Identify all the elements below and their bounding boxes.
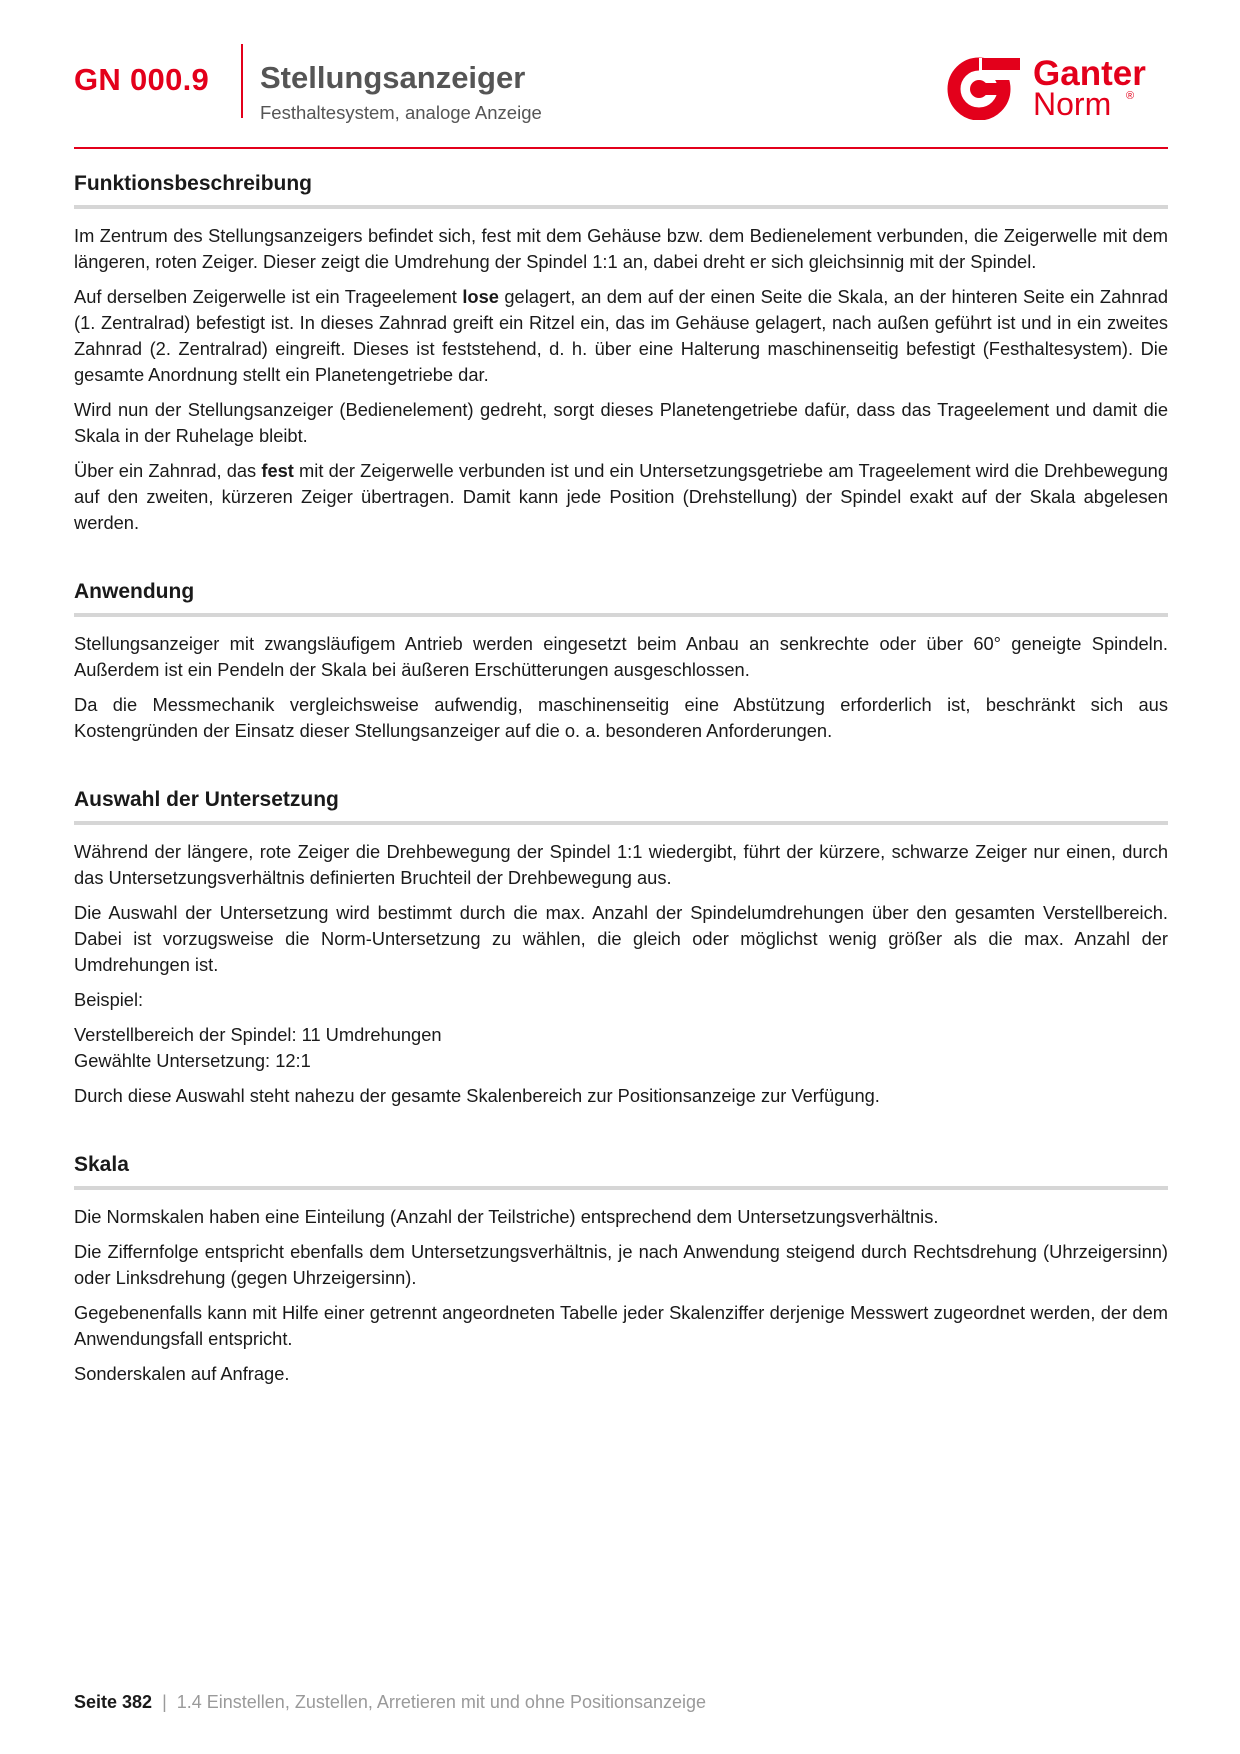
section-heading: Skala xyxy=(74,1153,1168,1190)
paragraph: Sonderskalen auf Anfrage. xyxy=(74,1363,290,1384)
ganter-norm-logo xyxy=(946,54,1168,120)
section-funktionsbeschreibung xyxy=(74,172,1168,536)
page-footer xyxy=(74,1692,706,1713)
paragraph: Die Auswahl der Untersetzung wird bestimmt durch die max. Anzahl der Spindelumdrehungen über den gesamten Verstellbereich. Dabei ist vorzugsweise die Norm-Untersetzung zu wählen, die gleich oder möglichst wenig größer als die max. Anzahl der Umdrehungen ist. xyxy=(74,902,1168,975)
text-run: Auf derselben Zeigerwelle ist ein Trageelement xyxy=(74,286,463,307)
bold-text: lose xyxy=(462,286,499,307)
logo-word-ganter: Ganter xyxy=(1033,54,1146,93)
section-auswahl-der-untersetzung xyxy=(74,788,1168,1109)
section-heading: Anwendung xyxy=(74,580,1168,617)
page-title: Stellungsanzeiger xyxy=(260,60,526,95)
paragraph xyxy=(74,284,1168,388)
section-skala xyxy=(74,1153,1168,1387)
chapter-title: 1.4 Einstellen, Zustellen, Arretieren mit und ohne Positionsanzeige xyxy=(176,1692,707,1712)
logo-word-norm: Norm xyxy=(1033,86,1112,122)
bold-text: fest xyxy=(261,460,294,481)
text-run: gelagert, an dem auf der einen Seite die Skala, an der hinteren Seite ein Zahnrad (1. Zentralrad) befestigt ist. In dieses Zahnrad greift ein Ritzel ein, das im Gehäuse gelagert, nach außen geführt ist und in ein zweites Zahnrad (2. Zentralrad) eingreift. Dieses ist feststehend, d. h. über eine Halterung maschinenseitig befestigt (Festhaltesystem). Die gesamte Anordnung stellt ein Planetengetriebe dar. xyxy=(74,286,1168,385)
paragraph: Während der längere, rote Zeiger die Drehbewegung der Spindel 1:1 wiedergibt, führt der kürzere, schwarze Zeiger nur einen, durch das Untersetzungsverhältnis definierten Bruchteil der Drehbewegung aus. xyxy=(74,841,1168,888)
paragraph: Die Normskalen haben eine Einteilung (Anzahl der Teilstriche) entsprechend dem Untersetzungsverhältnis. xyxy=(74,1206,939,1227)
header-divider xyxy=(241,44,243,118)
paragraph: Durch diese Auswahl steht nahezu der gesamte Skalenbereich zur Positionsanzeige zur Verfügung. xyxy=(74,1085,880,1106)
text-run: Über ein Zahnrad, das xyxy=(74,460,262,481)
example-line: Gewählte Untersetzung: 12:1 xyxy=(74,1050,311,1071)
paragraph: Stellungsanzeiger mit zwangsläufigem Antrieb werden eingesetzt beim Anbau an senkrechte oder über 60° geneigte Spindeln. Außerdem ist ein Pendeln der Skala bei äußeren Erschütterungen ausgeschlossen. xyxy=(74,633,1168,680)
section-heading: Auswahl der Untersetzung xyxy=(74,788,1168,825)
paragraph: Im Zentrum des Stellungsanzeigers befindet sich, fest mit dem Gehäuse bzw. dem Bedienelement verbunden, die Zeigerwelle mit dem längeren, roten Zeiger. Dieser zeigt die Umdrehung der Spindel 1:1 an, dabei dreht er sich gleichsinnig mit der Spindel. xyxy=(74,225,1168,272)
paragraph xyxy=(74,458,1168,536)
text-run: mit der Zeigerwelle verbunden ist und ein Untersetzungsgetriebe am Trageelement wird die Drehbewegung auf den zweiten, kürzeren Zeiger übertragen. Damit kann jede Position (Drehstellung) der Spindel exakt auf der Skala abgelesen werden. xyxy=(74,460,1168,533)
header-rule xyxy=(74,147,1168,149)
paragraph: Da die Messmechanik vergleichsweise aufwendig, maschinenseitig eine Abstützung erforderlich ist, beschränkt sich aus Kostengründen der Einsatz dieser Stellungsanzeiger auf die o. a. besonderen Anforderungen. xyxy=(74,694,1168,741)
paragraph: Die Ziffernfolge entspricht ebenfalls dem Untersetzungsverhältnis, je nach Anwendung steigend durch Rechtsdrehung (Uhrzeigersinn) oder Linksdrehung (gegen Uhrzeigersinn). xyxy=(74,1241,1168,1288)
paragraph: Wird nun der Stellungsanzeiger (Bedienelement) gedreht, sorgt dieses Planetengetriebe dafür, dass das Trageelement und damit die Skala in der Ruhelage bleibt. xyxy=(74,399,1168,446)
document-body xyxy=(74,172,1168,1431)
logo-registered-mark: ® xyxy=(1126,90,1135,102)
example-block xyxy=(74,1022,1168,1074)
example-line: Verstellbereich der Spindel: 11 Umdrehungen xyxy=(74,1024,442,1045)
footer-separator: | xyxy=(162,1692,167,1712)
product-code: GN 000.9 xyxy=(74,62,210,97)
page-number: Seite 382 xyxy=(74,1692,153,1712)
page-header xyxy=(74,44,1168,148)
paragraph: Gegebenenfalls kann mit Hilfe einer getrennt angeordneten Tabelle jeder Skalenziffer derjenige Messwert zugeordnet werden, der dem Anwendungsfall entspricht. xyxy=(74,1302,1168,1349)
section-heading: Funktionsbeschreibung xyxy=(74,172,1168,209)
paragraph: Beispiel: xyxy=(74,989,144,1010)
ganter-g-icon xyxy=(946,54,1024,120)
page-subtitle: Festhaltesystem, analoge Anzeige xyxy=(260,102,542,123)
section-anwendung xyxy=(74,580,1168,744)
